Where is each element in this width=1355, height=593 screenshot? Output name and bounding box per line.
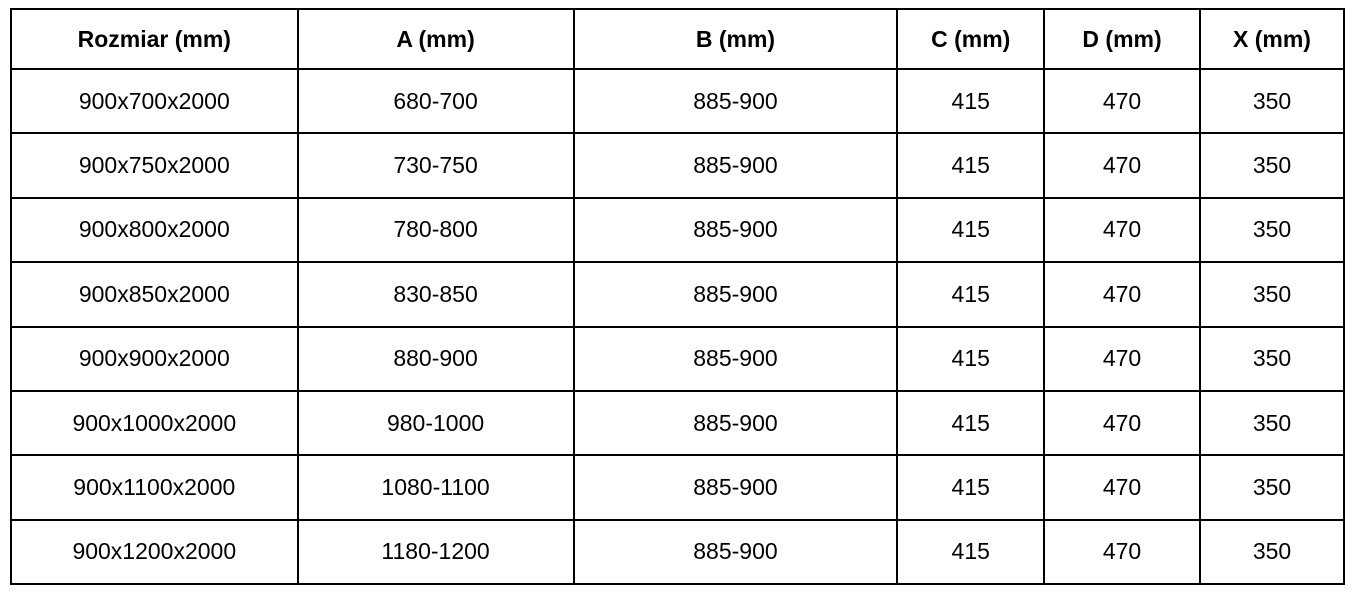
table-cell-rozmiar: 900x1100x2000 xyxy=(11,455,298,519)
table-cell-x: 350 xyxy=(1200,520,1344,584)
table-cell-rozmiar: 900x1000x2000 xyxy=(11,391,298,455)
column-header-x: X (mm) xyxy=(1200,9,1344,69)
table-cell-c: 415 xyxy=(897,391,1044,455)
table-cell-c: 415 xyxy=(897,455,1044,519)
table-row xyxy=(11,520,1344,584)
column-header-c: C (mm) xyxy=(897,9,1044,69)
column-header-d: D (mm) xyxy=(1044,9,1200,69)
table-row xyxy=(11,455,1344,519)
dimensions-spec-table xyxy=(10,8,1345,585)
column-header-rozmiar: Rozmiar (mm) xyxy=(11,9,298,69)
table-cell-a: 1080-1100 xyxy=(298,455,574,519)
column-header-b: B (mm) xyxy=(574,9,898,69)
table-cell-rozmiar: 900x850x2000 xyxy=(11,262,298,326)
table-cell-c: 415 xyxy=(897,198,1044,262)
table-cell-rozmiar: 900x1200x2000 xyxy=(11,520,298,584)
table-cell-d: 470 xyxy=(1044,69,1200,133)
table-cell-a: 980-1000 xyxy=(298,391,574,455)
table-cell-d: 470 xyxy=(1044,520,1200,584)
column-header-a: A (mm) xyxy=(298,9,574,69)
table-cell-a: 730-750 xyxy=(298,133,574,197)
table-cell-c: 415 xyxy=(897,520,1044,584)
table-cell-b: 885-900 xyxy=(574,133,898,197)
table-cell-a: 880-900 xyxy=(298,327,574,391)
table-cell-c: 415 xyxy=(897,327,1044,391)
table-row xyxy=(11,198,1344,262)
table-row xyxy=(11,69,1344,133)
table-cell-d: 470 xyxy=(1044,455,1200,519)
header-row xyxy=(11,9,1344,69)
table-row xyxy=(11,391,1344,455)
table-cell-x: 350 xyxy=(1200,391,1344,455)
table-cell-d: 470 xyxy=(1044,198,1200,262)
table-cell-a: 680-700 xyxy=(298,69,574,133)
table-cell-d: 470 xyxy=(1044,262,1200,326)
table-cell-rozmiar: 900x900x2000 xyxy=(11,327,298,391)
table-cell-x: 350 xyxy=(1200,262,1344,326)
table-cell-c: 415 xyxy=(897,69,1044,133)
table-cell-a: 780-800 xyxy=(298,198,574,262)
table-cell-d: 470 xyxy=(1044,327,1200,391)
table-cell-b: 885-900 xyxy=(574,520,898,584)
table-cell-b: 885-900 xyxy=(574,262,898,326)
table-cell-x: 350 xyxy=(1200,455,1344,519)
table-row xyxy=(11,133,1344,197)
table-cell-x: 350 xyxy=(1200,327,1344,391)
table-cell-a: 1180-1200 xyxy=(298,520,574,584)
table-cell-x: 350 xyxy=(1200,198,1344,262)
table-cell-b: 885-900 xyxy=(574,69,898,133)
table-row xyxy=(11,327,1344,391)
table-row xyxy=(11,262,1344,326)
table-cell-rozmiar: 900x750x2000 xyxy=(11,133,298,197)
table-cell-x: 350 xyxy=(1200,69,1344,133)
table-cell-b: 885-900 xyxy=(574,327,898,391)
table-cell-b: 885-900 xyxy=(574,391,898,455)
table-cell-d: 470 xyxy=(1044,391,1200,455)
table-cell-b: 885-900 xyxy=(574,198,898,262)
table-cell-rozmiar: 900x700x2000 xyxy=(11,69,298,133)
table-cell-c: 415 xyxy=(897,133,1044,197)
table-cell-c: 415 xyxy=(897,262,1044,326)
table-cell-x: 350 xyxy=(1200,133,1344,197)
table-cell-rozmiar: 900x800x2000 xyxy=(11,198,298,262)
table-cell-b: 885-900 xyxy=(574,455,898,519)
table-cell-d: 470 xyxy=(1044,133,1200,197)
table-cell-a: 830-850 xyxy=(298,262,574,326)
